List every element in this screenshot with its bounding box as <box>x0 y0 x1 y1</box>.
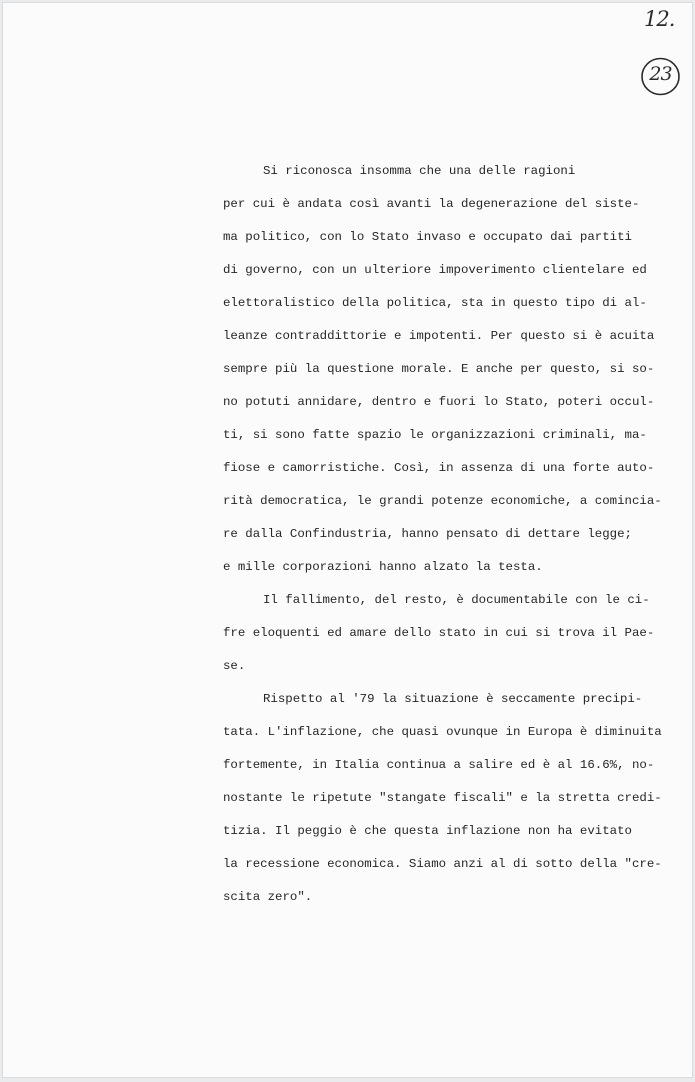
text-line: tizia. Il peggio è che questa inflazione non ha evitato <box>223 824 632 838</box>
text-line: tata. L'inflazione, che quasi ovunque in Europa è diminuita <box>223 725 662 739</box>
document-page <box>2 2 693 1078</box>
text-line: nostante le ripetute "stangate fiscali" e la stretta credi- <box>223 791 662 805</box>
text-line: Si riconosca insomma che una delle ragioni <box>263 164 576 178</box>
text-line: rità democratica, le grandi potenze economiche, a comincia- <box>223 494 662 508</box>
text-line: fiose e camorristiche. Così, in assenza di una forte auto- <box>223 461 655 475</box>
text-line: e mille corporazioni hanno alzato la testa. <box>223 560 543 574</box>
text-line: fre eloquenti ed amare dello stato in cui si trova il Pae- <box>223 626 655 640</box>
text-line: la recessione economica. Siamo anzi al di sotto della "cre- <box>223 857 662 871</box>
circled-page-number: 23 <box>649 63 672 85</box>
text-line: ti, si sono fatte spazio le organizzazioni criminali, ma- <box>223 428 647 442</box>
text-line: fortemente, in Italia continua a salire ed è al 16.6%, no- <box>223 758 655 772</box>
text-line: Il fallimento, del resto, è documentabile con le ci- <box>263 593 650 607</box>
typed-text-body <box>3 3 692 1077</box>
text-line: ma politico, con lo Stato invaso e occupato dai partiti <box>223 230 632 244</box>
handwritten-folio-number: 12. <box>644 7 675 31</box>
text-line: elettoralistico della politica, sta in questo tipo di al- <box>223 296 647 310</box>
text-line: no potuti annidare, dentro e fuori lo Stato, poteri occul- <box>223 395 655 409</box>
text-line: scita zero". <box>223 890 313 904</box>
text-line: sempre più la questione morale. E anche per questo, si so- <box>223 362 655 376</box>
text-line: Rispetto al '79 la situazione è seccamente precipi- <box>263 692 643 706</box>
text-line: se. <box>223 659 246 673</box>
text-line: re dalla Confindustria, hanno pensato di dettare legge; <box>223 527 632 541</box>
text-line: leanze contraddittorie e impotenti. Per questo si è acuita <box>223 329 655 343</box>
text-line: per cui è andata così avanti la degenerazione del siste- <box>223 197 640 211</box>
text-line: di governo, con un ulteriore impoverimento clientelare ed <box>223 263 647 277</box>
